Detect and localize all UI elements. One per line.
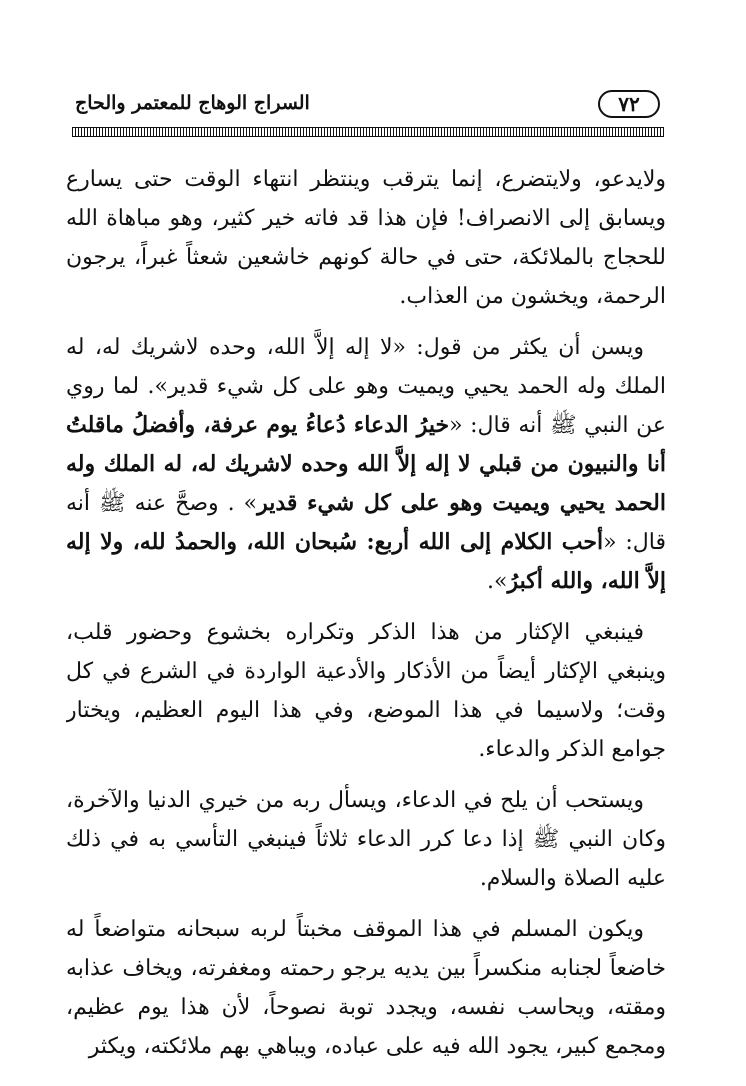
paragraph-5: ويكون المسلم في هذا الموقف مخبتاً لربه سبحانه متواضعاً له خاضعاً لجنابه منكسراً بين يديه يرجو رحمته ومغفرته، ويخاف عذابه ومقته، ويحاسب نفسه، ويجدد توبة نصوحاً، لأن هذا يوم عظيم، ومجمع كبير، يجود الله فيه على عباده، ويباهي بهم ملائكته، ويكثر (66, 917, 666, 1059)
paragraph-2-text-e: ». (487, 569, 508, 594)
paragraph-2 (66, 328, 666, 601)
running-title: السراج الوهاج للمعتمر والحاج (75, 92, 310, 114)
paragraph-1: ولايدعو، ولايتضرع، إنما يترقب وينتظر انتهاء الوقت حتى يسارع ويسابق إلى الانصراف! فإن هذا قد فاته خير كثير، وهو مباهاة الله للحجاج بالملائكة، حتى في حالة كونهم خاشعين شعثاً غبراً، يرجون الرحمة، ويخشون من العذاب. (66, 167, 666, 309)
paragraph-3: فينبغي الإكثار من هذا الذكر وتكراره بخشوع وحضور قلب، وينبغي الإكثار أيضاً من الأذكار والأدعية الواردة في الشرع في كل وقت؛ ولاسيما في هذا الموضع، وفي هذا اليوم العظيم، ويختار جوامع الذكر والدعاء. (66, 620, 666, 762)
page-body (66, 160, 666, 1060)
paragraph-4: ويستحب أن يلح في الدعاء، ويسأل ربه من خيري الدنيا والآخرة، وكان النبي ﷺ إذا دعا كرر الدعاء ثلاثاً فينبغي التأسي به في ذلك عليه الصلاة والسلام. (66, 788, 666, 891)
page-number: ٧٢ (598, 90, 660, 118)
paragraph-2-text-c: » . وصحَّ عنه ﷺ أنه قال: « (66, 491, 666, 555)
hadith-quote-1: خيرُ الدعاء دُعاءُ يوم عرفة، وأفضلُ ماقلتُ أنا والنبيون من قبلي لا إله إلاَّ الله وحده لاشريك له، له الملك وله الحمد يحيي ويميت وهو على كل شيء قدير (66, 412, 666, 516)
hadith-quote-2: أحب الكلام إلى الله أربع: سُبحان الله، والحمدُ لله، ولا إله إلاَّ الله، والله أكبرُ (66, 529, 666, 594)
header-rule (72, 127, 664, 137)
page-header (75, 90, 660, 122)
paragraph-2-text-a: ويسن أن يكثر من قول: «لا إله إلاَّ الله، وحده لاشريك له، له الملك وله الحمد يحيي ويميت وهو على كل شيء قدير». لما روي عن النبي ﷺ أنه قال: « (66, 335, 666, 438)
